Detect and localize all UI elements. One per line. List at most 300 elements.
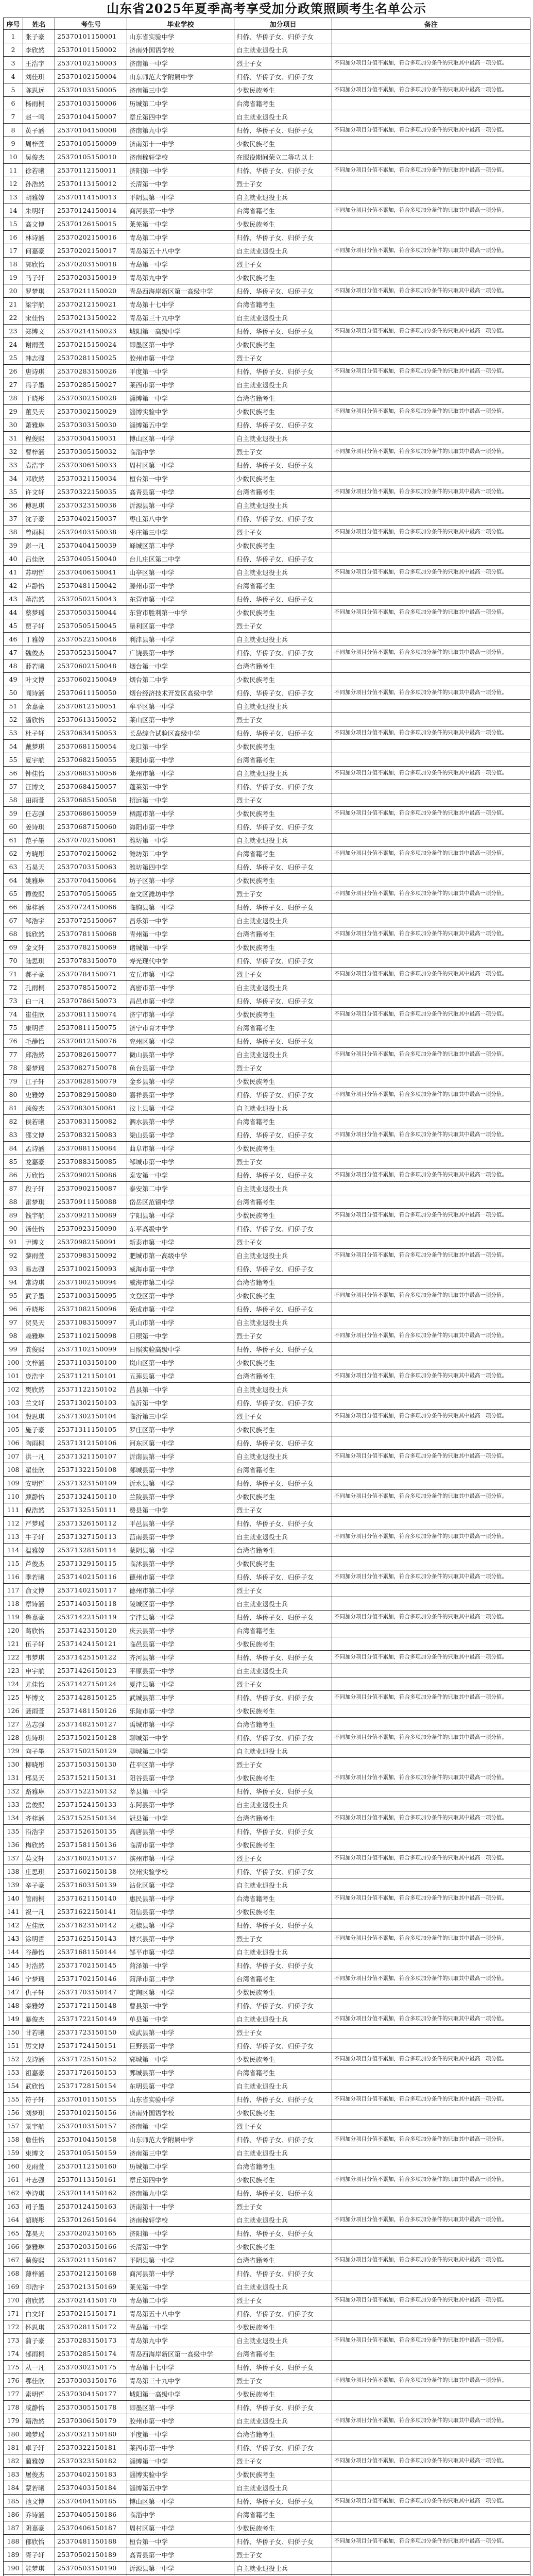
table-row [4, 1075, 530, 1088]
cell-remark: 不同加分项目分值不累加，符合多项加分条件的只取其中最高一项分值。 [332, 2334, 530, 2347]
cell-remark [332, 298, 530, 311]
cell-bonus-item: 少数民族考生 [234, 2240, 332, 2253]
table-row [4, 83, 530, 97]
cell-seq: 178 [4, 2401, 23, 2414]
table-row [4, 499, 530, 512]
cell-remark: 不同加分项目分值不累加，符合多项加分条件的只取其中最高一项分值。 [332, 1892, 530, 1905]
cell-name: 涂明哲 [23, 1932, 55, 1945]
cell-school: 枣庄第八中学 [127, 512, 234, 526]
cell-exam-id: 25370481150188 [55, 2535, 127, 2548]
cell-bonus-item: 台湾省籍考生 [234, 2508, 332, 2521]
cell-exam-id: 25370103150005 [55, 83, 127, 97]
cell-bonus-item: 少数民族考生 [234, 1838, 332, 1852]
cell-seq: 118 [4, 1597, 23, 1611]
cell-seq: 175 [4, 2361, 23, 2374]
cell-name: 梁宇航 [23, 298, 55, 311]
cell-name: 岳俊熙 [23, 1798, 55, 1811]
table-row [4, 1101, 530, 1115]
cell-remark: 不同加分项目分值不累加，符合多项加分条件的只取其中最高一项分值。 [332, 2414, 530, 2428]
cell-seq: 152 [4, 2053, 23, 2066]
cell-school: 山东师范大学附属中学 [127, 2133, 234, 2146]
cell-school: 济南第一中学 [127, 57, 234, 70]
cell-school: 文登区第一中学 [127, 1289, 234, 1302]
cell-bonus-item: 归侨、华侨子女、归侨子女 [234, 726, 332, 740]
cell-name: 孙浩然 [23, 177, 55, 191]
cell-name: 黎雅琳 [23, 2240, 55, 2253]
cell-exam-id: 25370829150080 [55, 1088, 127, 1101]
cell-bonus-item: 少数民族考生 [234, 2106, 332, 2120]
cell-bonus-item: 归侨、华侨子女、归侨子女 [234, 860, 332, 874]
cell-exam-id: 25371121150101 [55, 1369, 127, 1383]
cell-remark [332, 2227, 530, 2240]
cell-school: 青岛第二中学 [127, 231, 234, 244]
cell-bonus-item: 烈士子女 [234, 1410, 332, 1423]
cell-bonus-item: 归侨、华侨子女、归侨子女 [234, 1343, 332, 1356]
cell-name: 袁浩宇 [23, 459, 55, 472]
cell-bonus-item: 归侨、华侨子女、归侨子女 [234, 1302, 332, 1316]
cell-school: 滨州实验学校 [127, 1865, 234, 1878]
cell-bonus-item: 少数民族考生 [234, 83, 332, 97]
cell-exam-id: 25371312150106 [55, 1436, 127, 1450]
cell-name: 从一凡 [23, 2361, 55, 2374]
table-row [4, 659, 530, 673]
cell-remark [332, 2267, 530, 2280]
cell-school: 周村区第一中学 [127, 2521, 234, 2535]
cell-school: 单县第一中学 [127, 2012, 234, 2026]
cell-bonus-item: 自主就业退役士兵 [234, 633, 332, 646]
cell-school: 东明县第一中学 [127, 2079, 234, 2093]
cell-exam-id: 25370302150028 [55, 392, 127, 405]
cell-remark: 不同加分项目分值不累加，符合多项加分条件的只取其中最高一项分值。 [332, 2253, 530, 2267]
table-row [4, 1128, 530, 1142]
table-row [4, 2387, 530, 2401]
cell-remark [332, 2066, 530, 2079]
table-row [4, 351, 530, 365]
cell-remark [332, 2347, 530, 2361]
cell-exam-id: 25370213150022 [55, 311, 127, 325]
cell-bonus-item: 归侨、华侨子女、归侨子女 [234, 365, 332, 378]
cell-bonus-item: 归侨、华侨子女、归侨子女 [234, 2307, 332, 2320]
cell-exam-id: 25370705150065 [55, 887, 127, 901]
cell-seq: 64 [4, 874, 23, 887]
cell-remark: 不同加分项目分值不累加，符合多项加分条件的只取其中最高一项分值。 [332, 927, 530, 941]
cell-seq: 93 [4, 1262, 23, 1276]
cell-school: 城阳第一高级中学 [127, 325, 234, 338]
table-row [4, 1048, 530, 1061]
cell-exam-id: 25370613150052 [55, 713, 127, 726]
cell-seq: 135 [4, 1825, 23, 1838]
cell-seq: 142 [4, 1919, 23, 1932]
cell-seq: 143 [4, 1932, 23, 1945]
table-row [4, 820, 530, 834]
cell-name: 梅欣然 [23, 1838, 55, 1852]
table-row [4, 1356, 530, 1369]
cell-name: 戎诗涵 [23, 2053, 55, 2066]
cell-bonus-item: 自主就业退役士兵 [234, 311, 332, 325]
cell-school: 淄博实验中学 [127, 405, 234, 418]
cell-name: 潘欣怡 [23, 713, 55, 726]
table-row [4, 2347, 530, 2361]
table-row [4, 405, 530, 418]
cell-exam-id: 25370826150077 [55, 1048, 127, 1061]
cell-remark [332, 1624, 530, 1637]
cell-exam-id: 25370124150163 [55, 2200, 127, 2213]
cell-school: 蓬莱第一中学 [127, 780, 234, 793]
table-row [4, 1343, 530, 1356]
table-header [4, 18, 530, 30]
cell-exam-id: 25370283150026 [55, 365, 127, 378]
cell-school: 德州市第二中学 [127, 1584, 234, 1597]
cell-bonus-item: 自主就业退役士兵 [234, 1945, 332, 1959]
cell-seq: 81 [4, 1101, 23, 1115]
cell-bonus-item: 归侨、华侨子女、归侨子女 [234, 1825, 332, 1838]
cell-school: 长岛综合试验区高级中学 [127, 726, 234, 740]
cell-exam-id: 25371325150111 [55, 1503, 127, 1517]
cell-seq: 86 [4, 1168, 23, 1182]
cell-bonus-item: 自主就业退役士兵 [234, 1798, 332, 1811]
cell-remark: 不同加分项目分值不累加，符合多项加分条件的只取其中最高一项分值。 [332, 1932, 530, 1945]
cell-seq: 173 [4, 2334, 23, 2347]
cell-remark [332, 1597, 530, 1611]
cell-exam-id: 25370703150063 [55, 860, 127, 874]
cell-seq: 184 [4, 2481, 23, 2495]
cell-name: 樊欣然 [23, 1383, 55, 1396]
table-row [4, 1758, 530, 1771]
table-row [4, 847, 530, 860]
cell-bonus-item: 烈士子女 [234, 2548, 332, 2562]
document-title: 山东省2025年夏季高考享受加分政策照顾考生名单公示 [107, 1, 426, 16]
cell-bonus-item: 少数民族考生 [234, 1356, 332, 1369]
cell-exam-id: 25371581150136 [55, 1838, 127, 1852]
cell-seq: 4 [4, 70, 23, 83]
cell-bonus-item: 烈士子女 [234, 1932, 332, 1945]
cell-exam-id: 25370214150170 [55, 2294, 127, 2307]
cell-remark [332, 1396, 530, 1410]
cell-seq: 98 [4, 1329, 23, 1343]
cell-name: 毕博文 [23, 1691, 55, 1704]
table-row [4, 1396, 530, 1410]
cell-exam-id: 25370202150017 [55, 244, 127, 258]
cell-school: 日照第一中学 [127, 1329, 234, 1343]
cell-school: 长清第一中学 [127, 2240, 234, 2253]
cell-bonus-item: 归侨、华侨子女、归侨子女 [234, 2441, 332, 2454]
cell-remark [332, 941, 530, 954]
cell-school: 莱芜第一中学 [127, 217, 234, 231]
cell-remark: 不同加分项目分值不累加，符合多项加分条件的只取其中最高一项分值。 [332, 1651, 530, 1664]
cell-name: 芦俊杰 [23, 1557, 55, 1570]
cell-school: 淄博实验中学 [127, 2468, 234, 2481]
cell-bonus-item: 在服役期间荣立二等功以上 [234, 150, 332, 164]
table-row [4, 1235, 530, 1249]
cell-bonus-item: 烈士子女 [234, 2454, 332, 2468]
table-row [4, 2361, 530, 2374]
cell-school: 莒县第一中学 [127, 1383, 234, 1396]
cell-exam-id: 25370212150168 [55, 2267, 127, 2280]
cell-remark [332, 472, 530, 485]
cell-remark [332, 2428, 530, 2441]
cell-school: 嘉祥县第一中学 [127, 1088, 234, 1101]
cell-bonus-item: 自主就业退役士兵 [234, 2334, 332, 2347]
cell-seq: 34 [4, 472, 23, 485]
cell-name: 宋佳怡 [23, 311, 55, 325]
cell-bonus-item: 台湾省籍考生 [234, 1972, 332, 1986]
cell-school: 临邑县第一中学 [127, 1637, 234, 1651]
cell-name: 何嘉豪 [23, 244, 55, 258]
cell-exam-id: 25371327150113 [55, 1530, 127, 1544]
table-row [4, 1691, 530, 1704]
cell-exam-id: 25370104150008 [55, 124, 127, 137]
cell-bonus-item: 台湾省籍考生 [234, 1463, 332, 1477]
table-row [4, 365, 530, 378]
cell-remark [332, 2481, 530, 2495]
table-row [4, 1637, 530, 1651]
cell-remark: 不同加分项目分值不累加，符合多项加分条件的只取其中最高一项分值。 [332, 2093, 530, 2106]
cell-remark [332, 392, 530, 405]
cell-exam-id: 25370302150175 [55, 2361, 127, 2374]
cell-seq: 112 [4, 1517, 23, 1530]
cell-remark [332, 1664, 530, 1677]
cell-bonus-item: 归侨、华侨子女、归侨子女 [234, 1128, 332, 1142]
cell-school: 无棣县第一中学 [127, 1919, 234, 1932]
cell-remark [332, 1222, 530, 1235]
table-row [4, 164, 530, 177]
cell-name: 史雅婷 [23, 1088, 55, 1101]
cell-remark [332, 30, 530, 43]
table-row [4, 2213, 530, 2227]
table-row [4, 887, 530, 901]
cell-remark [332, 351, 530, 365]
cell-school: 潍坊第一中学 [127, 834, 234, 847]
cell-name: 程俊熙 [23, 432, 55, 445]
cell-school: 东营市胜利第一中学 [127, 606, 234, 619]
cell-name: 蔡梦瑶 [23, 606, 55, 619]
cell-name: 乔诗涵 [23, 2508, 55, 2521]
cell-bonus-item: 少数民族考生 [234, 874, 332, 887]
cell-seq: 91 [4, 1235, 23, 1249]
cell-school: 兖州区第一中学 [127, 1035, 234, 1048]
cell-school: 历城第二中学 [127, 2160, 234, 2173]
cell-bonus-item: 归侨、华侨子女、归侨子女 [234, 2535, 332, 2548]
cell-bonus-item: 自主就业退役士兵 [234, 1664, 332, 1677]
cell-exam-id: 25370214150023 [55, 325, 127, 338]
cell-school: 高青县第一中学 [127, 2548, 234, 2562]
cell-seq: 170 [4, 2294, 23, 2307]
cell-bonus-item: 少数民族考生 [234, 1423, 332, 1436]
cell-remark [332, 1302, 530, 1316]
cell-exam-id: 25371428150125 [55, 1691, 127, 1704]
cell-bonus-item: 少数民族考生 [234, 1289, 332, 1302]
cell-school: 即墨区第一中学 [127, 2401, 234, 2414]
cell-name: 咸静怡 [23, 2401, 55, 2414]
cell-bonus-item: 归侨、华侨子女、归侨子女 [234, 1611, 332, 1624]
cell-bonus-item: 少数民族考生 [234, 1637, 332, 1651]
table-row [4, 740, 530, 753]
cell-seq: 56 [4, 767, 23, 780]
cell-bonus-item: 烈士子女 [234, 1758, 332, 1771]
cell-exam-id: 25370786150073 [55, 994, 127, 1008]
cell-seq: 141 [4, 1905, 23, 1919]
cell-name: 左佳欣 [23, 1919, 55, 1932]
cell-remark [332, 1637, 530, 1651]
cell-name: 厉文博 [23, 2039, 55, 2053]
cell-exam-id: 25370611150050 [55, 686, 127, 700]
cell-school: 山亭区第一中学 [127, 566, 234, 579]
cell-school: 青岛西海岸新区第一高级中学 [127, 2347, 234, 2361]
table-row [4, 1008, 530, 1021]
cell-bonus-item: 少数民族考生 [234, 472, 332, 485]
cell-seq: 65 [4, 887, 23, 901]
cell-seq: 3 [4, 57, 23, 70]
cell-exam-id: 25371621150140 [55, 1892, 127, 1905]
cell-bonus-item: 少数民族考生 [234, 217, 332, 231]
cell-name: 束博文 [23, 2146, 55, 2160]
cell-exam-id: 25371103150100 [55, 1356, 127, 1369]
cell-exam-id: 25370285150174 [55, 2347, 127, 2361]
cell-bonus-item: 自主就业退役士兵 [234, 1744, 332, 1758]
cell-seq: 125 [4, 1691, 23, 1704]
cell-seq: 31 [4, 432, 23, 445]
cell-seq: 130 [4, 1758, 23, 1771]
cell-name: 吕佳欣 [23, 552, 55, 566]
cell-name: 祖嘉豪 [23, 2066, 55, 2079]
table-row [4, 927, 530, 941]
cell-exam-id: 25371102150099 [55, 1343, 127, 1356]
cell-exam-id: 25370811150074 [55, 1008, 127, 1021]
cell-name: 黎雨萱 [23, 1249, 55, 1262]
cell-exam-id: 25371723150150 [55, 2026, 127, 2039]
cell-seq: 10 [4, 150, 23, 164]
cell-exam-id: 25370811150075 [55, 1021, 127, 1035]
cell-seq: 35 [4, 485, 23, 499]
header-row [4, 18, 530, 30]
cell-exam-id: 25370303150176 [55, 2374, 127, 2387]
cell-name: 张子豪 [23, 30, 55, 43]
cell-seq: 176 [4, 2374, 23, 2387]
table-row [4, 1905, 530, 1919]
table-row [4, 97, 530, 110]
cell-remark: 不同加分项目分值不累加，符合多项加分条件的只取其中最高一项分值。 [332, 1611, 530, 1624]
cell-name: 石昊天 [23, 860, 55, 874]
cell-seq: 104 [4, 1410, 23, 1423]
cell-school: 聊城第一中学 [127, 1731, 234, 1744]
cell-remark [332, 2387, 530, 2401]
cell-exam-id: 25370323150036 [55, 499, 127, 512]
cell-exam-id: 25370923150090 [55, 1222, 127, 1235]
cell-bonus-item: 归侨、华侨子女、归侨子女 [234, 1691, 332, 1704]
cell-exam-id: 25370832150083 [55, 1128, 127, 1142]
cell-seq: 80 [4, 1088, 23, 1101]
cell-seq: 47 [4, 646, 23, 659]
cell-seq: 122 [4, 1651, 23, 1664]
cell-exam-id: 25370215150024 [55, 338, 127, 351]
cell-bonus-item: 台湾省籍考生 [234, 579, 332, 592]
cell-name: 董昊天 [23, 405, 55, 418]
cell-remark: 不同加分项目分值不累加，符合多项加分条件的只取其中最高一项分值。 [332, 284, 530, 298]
cell-seq: 100 [4, 1356, 23, 1369]
cell-school: 济阳第一中学 [127, 2227, 234, 2240]
cell-seq: 20 [4, 284, 23, 298]
cell-seq: 44 [4, 606, 23, 619]
cell-school: 博兴县第一中学 [127, 1932, 234, 1945]
cell-seq: 182 [4, 2454, 23, 2468]
table-row [4, 1477, 530, 1490]
cell-name: 白文轩 [23, 2307, 55, 2320]
cell-name: 唐诗琪 [23, 365, 55, 378]
table-row [4, 1611, 530, 1624]
cell-exam-id: 25370406150187 [55, 2521, 127, 2535]
cell-remark [332, 592, 530, 606]
cell-bonus-item: 归侨、华侨子女、归侨子女 [234, 2133, 332, 2146]
cell-school: 五莲县第一中学 [127, 1369, 234, 1383]
cell-name: 蒲子豪 [23, 2334, 55, 2347]
cell-school: 临沂第三中学 [127, 1410, 234, 1423]
cell-seq: 13 [4, 191, 23, 204]
cell-exam-id: 25370881150084 [55, 1142, 127, 1155]
cell-seq: 90 [4, 1222, 23, 1235]
cell-remark [332, 1838, 530, 1852]
cell-bonus-item: 归侨、华侨子女、归侨子女 [234, 164, 332, 177]
cell-school: 高密市第一中学 [127, 981, 234, 994]
cell-remark [332, 1436, 530, 1450]
cell-bonus-item: 归侨、华侨子女、归侨子女 [234, 820, 332, 834]
table-row [4, 1316, 530, 1329]
cell-name: 康明哲 [23, 1021, 55, 1035]
cell-name: 邵文博 [23, 1128, 55, 1142]
table-row [4, 1369, 530, 1383]
cell-seq: 167 [4, 2253, 23, 2267]
cell-school: 周村区第一中学 [127, 459, 234, 472]
table-row [4, 1544, 530, 1557]
cell-school: 招远第一中学 [127, 793, 234, 807]
cell-exam-id: 25370612150051 [55, 700, 127, 713]
cell-bonus-item: 归侨、华侨子女、归侨子女 [234, 552, 332, 566]
cell-remark [332, 981, 530, 994]
cell-name: 苏明哲 [23, 566, 55, 579]
cell-seq: 133 [4, 1798, 23, 1811]
cell-exam-id: 25370785150072 [55, 981, 127, 994]
cell-bonus-item: 烈士子女 [234, 445, 332, 459]
cell-seq: 55 [4, 753, 23, 767]
cell-remark [332, 820, 530, 834]
cell-remark: 不同加分项目分值不累加，符合多项加分条件的只取其中最高一项分值。 [332, 1249, 530, 1262]
cell-exam-id: 25370405150186 [55, 2508, 127, 2521]
cell-remark: 不同加分项目分值不累加，符合多项加分条件的只取其中最高一项分值。 [332, 1048, 530, 1061]
cell-remark [332, 673, 530, 686]
cell-bonus-item: 归侨、华侨子女、归侨子女 [234, 1731, 332, 1744]
cell-exam-id: 25370323150182 [55, 2454, 127, 2468]
cell-seq: 76 [4, 1035, 23, 1048]
cell-exam-id: 25370682150055 [55, 753, 127, 767]
cell-bonus-item: 台湾省籍考生 [234, 1892, 332, 1905]
cell-bonus-item: 自主就业退役士兵 [234, 1878, 332, 1892]
table-row [4, 1021, 530, 1035]
cell-school: 章丘第四中学 [127, 110, 234, 124]
cell-remark: 不同加分项目分值不累加，符合多项加分条件的只取其中最高一项分值。 [332, 1490, 530, 1503]
table-row [4, 1852, 530, 1865]
column-header-name: 姓名 [23, 18, 55, 30]
table-row [4, 1771, 530, 1785]
cell-exam-id: 25370684150057 [55, 780, 127, 793]
cell-exam-id: 25370105150159 [55, 2146, 127, 2160]
cell-name: 邹浩宇 [23, 914, 55, 927]
cell-school: 莱阳市第一中学 [127, 753, 234, 767]
cell-bonus-item: 归侨、华侨子女、归侨子女 [234, 418, 332, 432]
cell-name: 司子墨 [23, 2200, 55, 2213]
cell-bonus-item: 归侨、华侨子女、归侨子女 [234, 646, 332, 659]
cell-seq: 137 [4, 1852, 23, 1865]
cell-exam-id: 25371302150103 [55, 1396, 127, 1410]
table-row [4, 2508, 530, 2521]
